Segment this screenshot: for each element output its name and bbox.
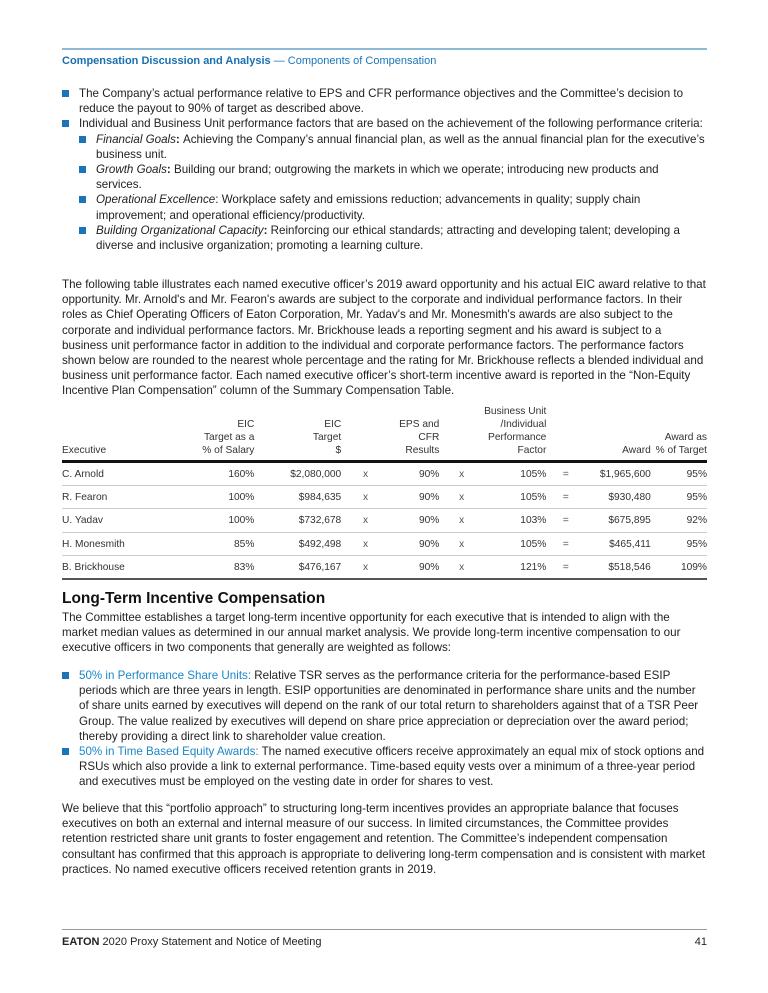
operator-cell: x	[439, 462, 484, 486]
table-row	[62, 532, 707, 555]
operator-cell: x	[439, 486, 484, 509]
award-cell: $1,965,600	[585, 462, 651, 486]
executive-cell: H. Monesmith	[62, 532, 178, 555]
eps-cfr-cell: 90%	[390, 486, 440, 509]
eps-cfr-cell: 90%	[390, 532, 440, 555]
operator-cell: x	[439, 532, 484, 555]
list-item	[62, 744, 707, 790]
col-header-bu-factor: Business Unit /Individual Performance Factor	[484, 406, 547, 456]
portfolio-approach-paragraph: We believe that this “portfolio approach” to structuring long-term incentives provides an appropriate balance that focuses executives on both an external and internal measure of our success. In limited circumstances, the Committee provides retention restricted share unit grants to foster engagement and retention. The Committee’s independent compensation consultant has confirmed that this approach is appropriate to delivering long-term compensation and is consistent with market practices. No named executive officers received retention grants in 2019.	[62, 802, 706, 876]
eps-cfr-cell: 90%	[390, 462, 440, 486]
component-text: Relative TSR serves as the performance criteria for the performance-based ESIP periods which are three years in length. ESIP opportunities are denominated in performance share units and the number of share units earned by executives will depend on the rank of our total return to shareholders against that of a TSR Peer Group. The value realized by executives will depend on share price appreciation or depreciation over the award period; thereby providing a direct link to shareholder value creation.	[79, 669, 699, 743]
list-item-text: The Company’s actual performance relative to EPS and CFR performance objectives and the Committee’s decision to reduce the payout to 90% of target as described above.	[79, 87, 684, 116]
operator-cell: x	[341, 555, 390, 579]
sublist-item	[79, 162, 707, 192]
executive-cell: B. Brickhouse	[62, 555, 178, 579]
company-brand: EATON	[62, 936, 100, 948]
criteria-text: Reinforcing our ethical standards; attracting and developing talent; developing a diverse and inclusive organization; promoting a learning culture.	[96, 223, 680, 253]
criteria-label: Operational Excellence	[96, 193, 216, 207]
operator-cell: =	[546, 532, 585, 555]
col-header-target-usd: EIC Target $	[312, 419, 342, 456]
operator-cell: =	[546, 486, 585, 509]
header-rule	[62, 48, 707, 50]
eps-cfr-cell: 90%	[390, 555, 440, 579]
performance-factors-list	[62, 86, 707, 253]
col-header-award: Award	[622, 445, 651, 456]
square-bullet-icon	[79, 227, 86, 234]
table-intro-paragraph: The following table illustrates each named executive officer’s 2019 award opportunity and his actual EIC award relative to that opportunity. Mr. Arnold's and Mr. Fearon's awards are subject to the corporate and individual performance factors. In their roles as Chief Operating Officers of Eaton Corporation, Mr. Yadav's and Mr. Monesmith's awards are also subject to the corporate and individual performance factors. Mr. Brickhouse leads a reporting segment and his award is subject to a business unit performance factor in addition to the individual and corporate performance factors. The performance factors shown below are rounded to the nearest whole percentage and the rating for Mr. Brickhouse reflects a blended individual and business unit performance factor. Each named executive officer’s short-term incentive award is reported in the “Non-Equity Incentive Plan Compensation” column of the Summary Compensation Table.	[62, 278, 706, 398]
square-bullet-icon	[62, 748, 69, 755]
bu-factor-cell: 105%	[484, 462, 546, 486]
operator-cell: x	[341, 486, 390, 509]
criteria-text: Workplace safety and emissions reduction; advancements in quality; supply chain improvement; and operational efficiency/productivity.	[96, 193, 641, 222]
target-usd-cell: $984,635	[254, 486, 341, 509]
target-pct-cell: 85%	[178, 532, 254, 555]
table-row	[62, 555, 707, 579]
target-pct-cell: 100%	[178, 486, 254, 509]
target-pct-cell: 83%	[178, 555, 254, 579]
criteria-text: Building our brand; outgrowing the markets in which we operate; introducing new products and services.	[96, 163, 659, 192]
list-item	[62, 116, 707, 253]
component-label: 50% in Time Based Equity Awards:	[79, 745, 259, 759]
operator-cell: x	[439, 509, 484, 532]
col-header-award-pct: Award as % of Target	[655, 432, 707, 456]
table-row	[62, 486, 707, 509]
square-bullet-icon	[79, 136, 86, 143]
square-bullet-icon	[62, 90, 69, 97]
table-row	[62, 462, 707, 486]
lti-intro-paragraph: The Committee establishes a target long-term incentive opportunity for each executive that is intended to align with the market median values as determined in our annual market analysis. We provide long-term incentive compensation to our executive officers in two components that generally are weighted as follows:	[62, 611, 681, 655]
award-cell: $675,895	[585, 509, 651, 532]
section-subtitle: — Components of Compensation	[270, 55, 437, 67]
col-header-eps-cfr: EPS and CFR Results	[399, 419, 440, 456]
list-item-text: Individual and Business Unit performance factors that are based on the achievement of the following performance criteria:	[79, 117, 703, 131]
page-footer	[62, 935, 707, 950]
executive-cell: C. Arnold	[62, 462, 178, 486]
table-row	[62, 509, 707, 532]
separator: :	[175, 132, 183, 146]
criteria-label: Building Organizational Capacity	[96, 223, 264, 237]
operator-cell: x	[439, 555, 484, 579]
executive-cell: R. Fearon	[62, 486, 178, 509]
bu-factor-cell: 105%	[484, 486, 546, 509]
square-bullet-icon	[79, 196, 86, 203]
operator-cell: x	[341, 509, 390, 532]
operator-cell: =	[546, 462, 585, 486]
document-title: 2020 Proxy Statement and Notice of Meeting	[99, 936, 322, 948]
separator: :	[166, 163, 174, 177]
list-item	[62, 668, 707, 744]
col-header-op	[546, 405, 585, 462]
award-cell: $930,480	[585, 486, 651, 509]
separator: :	[215, 193, 222, 207]
section-title: Compensation Discussion and Analysis	[62, 55, 271, 67]
table-header-row	[62, 405, 707, 462]
award-cell: $465,411	[585, 532, 651, 555]
square-bullet-icon	[62, 120, 69, 127]
eps-cfr-cell: 90%	[390, 509, 440, 532]
col-header-op	[439, 405, 484, 462]
award-pct-cell: 92%	[651, 509, 707, 532]
target-usd-cell: $476,167	[254, 555, 341, 579]
bu-factor-cell: 103%	[484, 509, 546, 532]
running-header	[62, 54, 436, 69]
award-pct-cell: 95%	[651, 532, 707, 555]
target-usd-cell: $492,498	[254, 532, 341, 555]
criteria-text: Achieving the Company’s annual financial plan, as well as the annual financial plan for the executive’s business unit.	[96, 132, 705, 161]
col-header-target-pct: EIC Target as a % of Salary	[202, 419, 255, 456]
award-pct-cell: 95%	[651, 486, 707, 509]
square-bullet-icon	[62, 672, 69, 679]
criteria-label: Growth Goals	[96, 163, 167, 177]
page-number: 41	[694, 936, 707, 948]
operator-cell: =	[546, 555, 585, 579]
award-pct-cell: 95%	[651, 462, 707, 486]
sublist-item	[79, 132, 707, 162]
bu-factor-cell: 105%	[484, 532, 546, 555]
component-text: The named executive officers receive approximately an equal mix of stock options and RSUs which also provide a link to external performance. Time-based equity vests over a minimum of a three-year period and executives must be employed on the vesting date in order for shares to vest.	[79, 745, 705, 789]
square-bullet-icon	[79, 166, 86, 173]
target-pct-cell: 160%	[178, 462, 254, 486]
component-label: 50% in Performance Share Units:	[79, 669, 252, 682]
award-pct-cell: 109%	[651, 555, 707, 579]
target-usd-cell: $732,678	[254, 509, 341, 532]
col-header-executive: Executive	[62, 445, 107, 456]
sublist-item	[79, 192, 707, 222]
operator-cell: x	[341, 462, 390, 486]
separator: :	[263, 223, 271, 237]
lti-components-list	[62, 668, 707, 790]
section-heading: Long-Term Incentive Compensation	[62, 590, 326, 607]
list-item	[62, 86, 707, 116]
footer-rule	[62, 929, 707, 930]
target-pct-cell: 100%	[178, 509, 254, 532]
executive-cell: U. Yadav	[62, 509, 178, 532]
award-cell: $518,546	[585, 555, 651, 579]
operator-cell: =	[546, 509, 585, 532]
criteria-sublist	[79, 132, 707, 254]
bu-factor-cell: 121%	[484, 555, 546, 579]
criteria-label: Financial Goals	[96, 132, 176, 146]
eic-award-table	[62, 405, 707, 580]
sublist-item	[79, 223, 707, 253]
operator-cell: x	[341, 532, 390, 555]
col-header-op	[341, 405, 390, 462]
target-usd-cell: $2,080,000	[254, 462, 341, 486]
